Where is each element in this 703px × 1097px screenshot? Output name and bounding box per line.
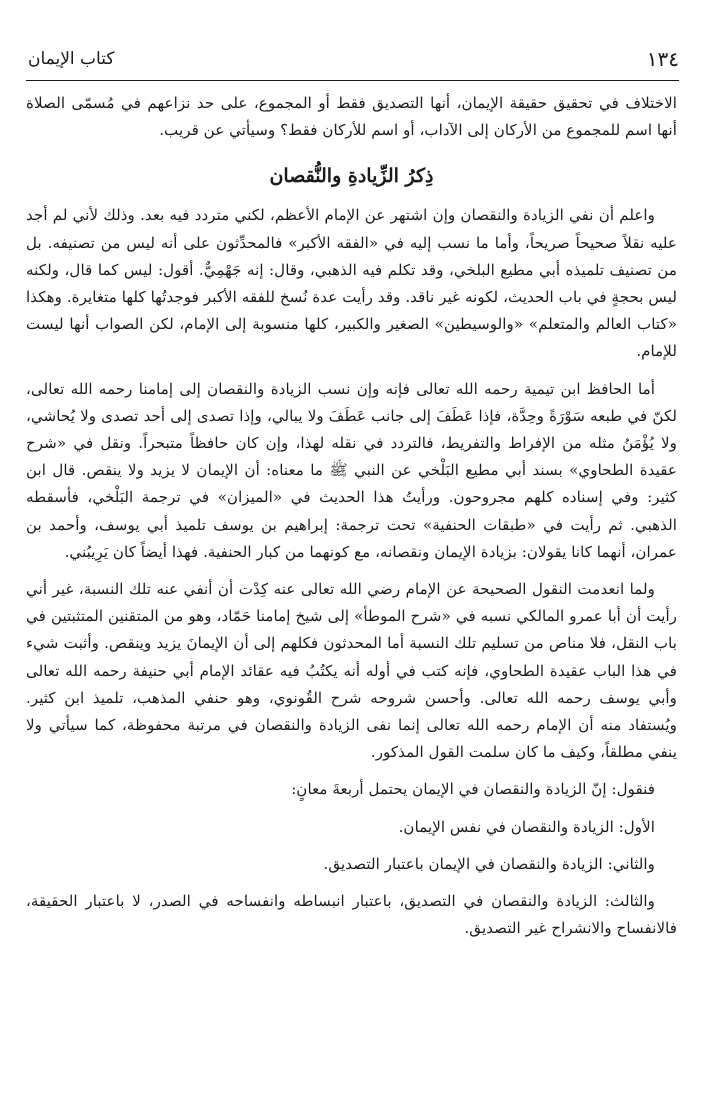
paragraph-1: واعلم أن نفي الزيادة والنقصان وإن اشتهر عن الإمام الأعظم، لكني متردد فيه بعد. وذلك لأني لم أجد عليه نقلاً صحيحاً صريحاً، وأما ما نسب إليه في «الفقه الأكبر» فالمحدِّثون على أنه ليس من تصنيفه. بل من تصنيف تلميذه أبي مطيع البلخي، وقد تكلم فيه الذهبي، وقال: إنه جَهْمِيٌّ. أقول: ليس كما قال، ولكنه ليس بحجةٍ في باب الحديث، لكونه غير ناقد. وقد رأيت عدة نُسخ للفقه الأكبر فوجدتُها كلها متغايرة. وهكذا «كتاب العالم والمتعلم» «والوسيطين» الصغير والكبير، كلها منسوبة إلى الإمام، لكن الصواب أنها ليست للإمام. xyxy=(26,206,677,361)
intro-paragraph: الاختلاف في تحقيق حقيقة الإيمان، أنها التصديق فقط أو المجموع، على حد نزاعهم في مُسمّى الصلاة أنها اسم للمجموع من الأركان إلى الآداب، أو اسم للأركان فقط؟ وسيأتي عن قريب. xyxy=(26,94,677,140)
page-header xyxy=(28,42,679,76)
paragraph-3: ولما انعدمت النقول الصحيحة عن الإمام رضي الله تعالى عنه كِدْت أن أنفي عنه تلك النسبة، غير أني رأيت أن أبا عمرو المالكي نسبه في «شرح الموطأ» إلى شيخ إمامنا حَمّاد، وهو من المتقنين المتثبتين في باب النقل، فلا مناص من تسليم تلك النسبة أما المحدثون فكلهم إلى أن الإيمانَ يزيد وينقص. وأثبت شيء في هذا الباب عقيدة الطحاوي، فإنه كتب في أوله أنه يكتُبُ فيه عقائد الإمام أبي حنيفة رحمه الله تعالى وأبي يوسف رحمه الله تعالى. وأحسن شروحه شرح القُونوي، وهو حنفي المذهب، تلميذ ابن كثير. ويُستفاد منه أن الإمام رحمه الله تعالى إنما نفى الزيادة والنقصان في مرتبة محفوظة، كما سيأتي ولا ينفي مطلقاً، وكيف ما كان سلمت القول المذكور. xyxy=(26,580,677,762)
header-divider xyxy=(26,80,679,81)
paragraph-5: الأول: الزيادة والنقصان في نفس الإيمان. xyxy=(398,817,655,836)
running-title: كتاب الإيمان xyxy=(28,49,115,69)
section-title: ذِكرُ الزِّيادةِ والنُّقصان xyxy=(269,165,434,188)
paragraph-6: والثاني: الزيادة والنقصان في الإيمان باعتبار التصديق. xyxy=(323,854,655,873)
paragraph-4: فنقول: إنّ الزيادة والنقصان في الإيمان يحتمل أربعةَ معانٍ: xyxy=(291,780,655,799)
page-number: ١٣٤ xyxy=(646,47,679,71)
page-body xyxy=(26,90,677,942)
paragraph-7: والثالث: الزيادة والنقصان في التصديق، باعتبار انبساطه وانفساحه في الصدر، لا باعتبار الحقيقة، فالانفساح والانشراح غير التصديق. xyxy=(26,892,677,938)
paragraph-2: أما الحافظ ابن تيمية رحمه الله تعالى فإنه وإن نسب الزيادة والنقصان إلى إمامنا رحمه الله تعالى، لكنّ في طبعه سَوْرَةً وحِدَّة، فإذا عَطَفَ إلى جانب عَطَفَ ولا يبالي، وإذا تصدى إلى أحد تصدى ولا يُحاشي، ولا يُؤْمَنُ مثله من الإفراط والتفريط، فالتردد في نقله لهذا، وإن كان حافظاً متبحراً. ونقل في «شرح عقيدة الطحاوي» بسند أبي مطيع البَلْخي عن النبي ﷺ ما معناه: أن الإيمان لا يزيد ولا ينقص. قال ابن كثير: وفي إسناده كلهم مجروحون. ورأيتُ هذا الحديث في «الميزان» في ترجمة البَلْخي، فأسقطه الذهبي. ثم رأيت في «طبقات الحنفية» تحت ترجمة: إبراهيم بن يوسف تلميذ أبي يوسف، وأحمد بن عمران، أنهما كانا يقولان: بزيادة الإيمان ونقصانه، مع كونهما من كبار الحنفية. فهذا أيضاً كان يَرِيبُني. xyxy=(26,379,677,561)
